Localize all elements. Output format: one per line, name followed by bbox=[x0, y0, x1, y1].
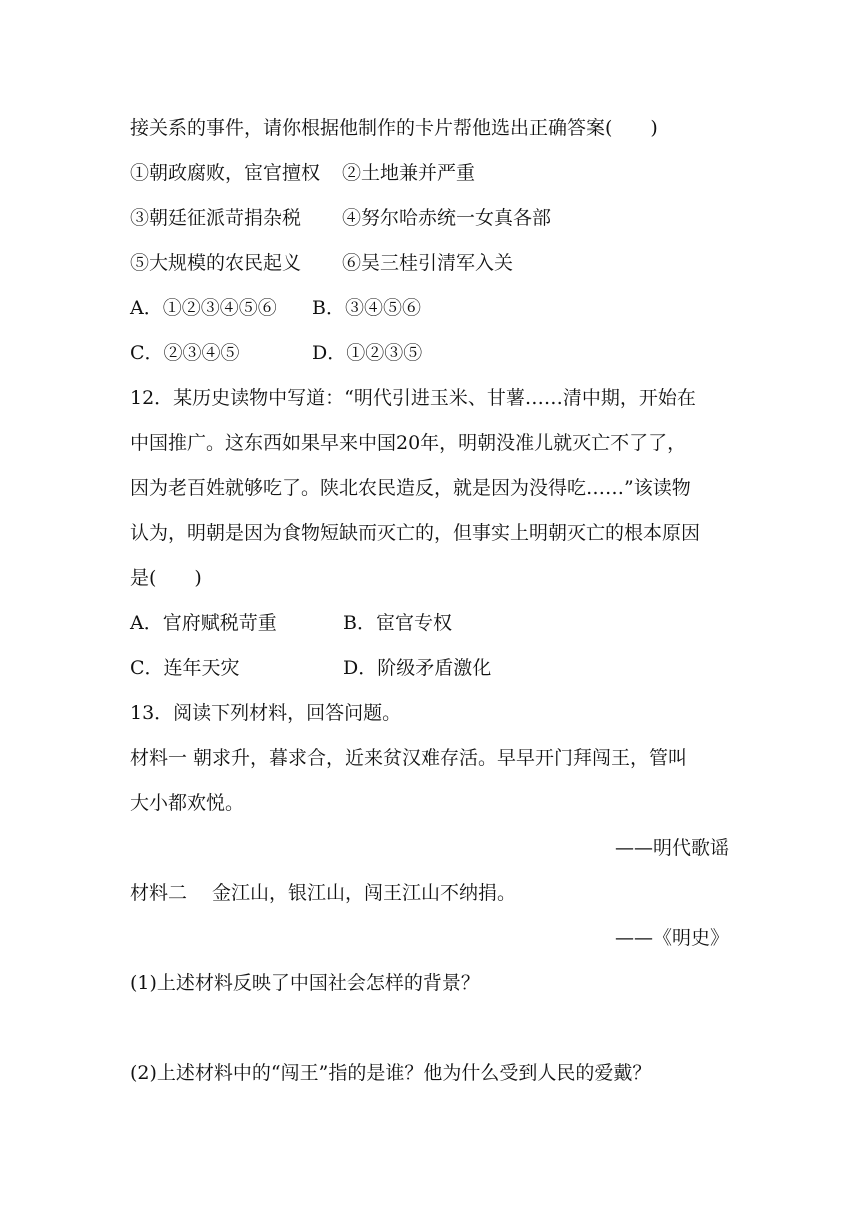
q13-material1-line-2: 大小都欢悦。 bbox=[130, 792, 245, 814]
q11-item-2: ②土地兼并严重 bbox=[342, 162, 476, 184]
q12-line-4: 认为，明朝是因为食物短缺而灭亡的，但事实上明朝灭亡的根本原因 bbox=[130, 522, 701, 544]
q13-subquestion-2: (2)上述材料中的“闯王”指的是谁？他为什么受到人民的爱戴？ bbox=[130, 1062, 652, 1084]
q12-option-a: A．官府赋税苛重 bbox=[130, 612, 277, 634]
q13-material2: 材料二 金江山，银江山，闯王江山不纳捐。 bbox=[130, 882, 517, 904]
q13-material1-line-1: 材料一 朝求升，暮求合，近来贫汉难存活。早早开门拜闯王，管叫 bbox=[130, 747, 688, 769]
q11-item-3: ③朝廷征派苛捐杂税 bbox=[130, 207, 302, 229]
q11-option-d: D．①②③⑤ bbox=[312, 342, 423, 364]
q11-item-4: ④努尔哈赤统一女真各部 bbox=[342, 207, 552, 229]
q11-option-a: A．①②③④⑤⑥ bbox=[130, 297, 277, 319]
q13-subquestion-1: (1)上述材料反映了中国社会怎样的背景？ bbox=[130, 972, 480, 994]
q13-material1-source: ——明代歌谣 bbox=[614, 837, 729, 859]
q11-item-5: ⑤大规模的农民起义 bbox=[130, 252, 302, 274]
q12-line-3: 因为老百姓就够吃了。陕北农民造反，就是因为没得吃……”该读物 bbox=[130, 477, 691, 499]
q11-stem-tail: 接关系的事件，请你根据他制作的卡片帮他选出正确答案( ) bbox=[130, 117, 658, 139]
q11-option-b: B．③④⑤⑥ bbox=[312, 297, 421, 319]
q12-line-2: 中国推广。这东西如果早来中国20年，明朝没准儿就灭亡不了了， bbox=[130, 432, 687, 454]
q11-option-c: C．②③④⑤ bbox=[130, 342, 240, 364]
q12-line-5: 是( ) bbox=[130, 567, 202, 589]
q13-material2-source: ——《明史》 bbox=[614, 927, 729, 949]
q11-item-6: ⑥吴三桂引清军入关 bbox=[342, 252, 514, 274]
q13-title: 13．阅读下列材料，回答问题。 bbox=[130, 702, 402, 724]
q12-option-b: B．宦官专权 bbox=[343, 612, 452, 634]
q12-option-d: D．阶级矛盾激化 bbox=[343, 657, 492, 679]
q11-item-1: ①朝政腐败，宦官擅权 bbox=[130, 162, 321, 184]
q12-line-1: 12．某历史读物中写道：“明代引进玉米、甘薯……清中期，开始在 bbox=[130, 387, 696, 409]
q12-option-c: C．连年天灾 bbox=[130, 657, 240, 679]
